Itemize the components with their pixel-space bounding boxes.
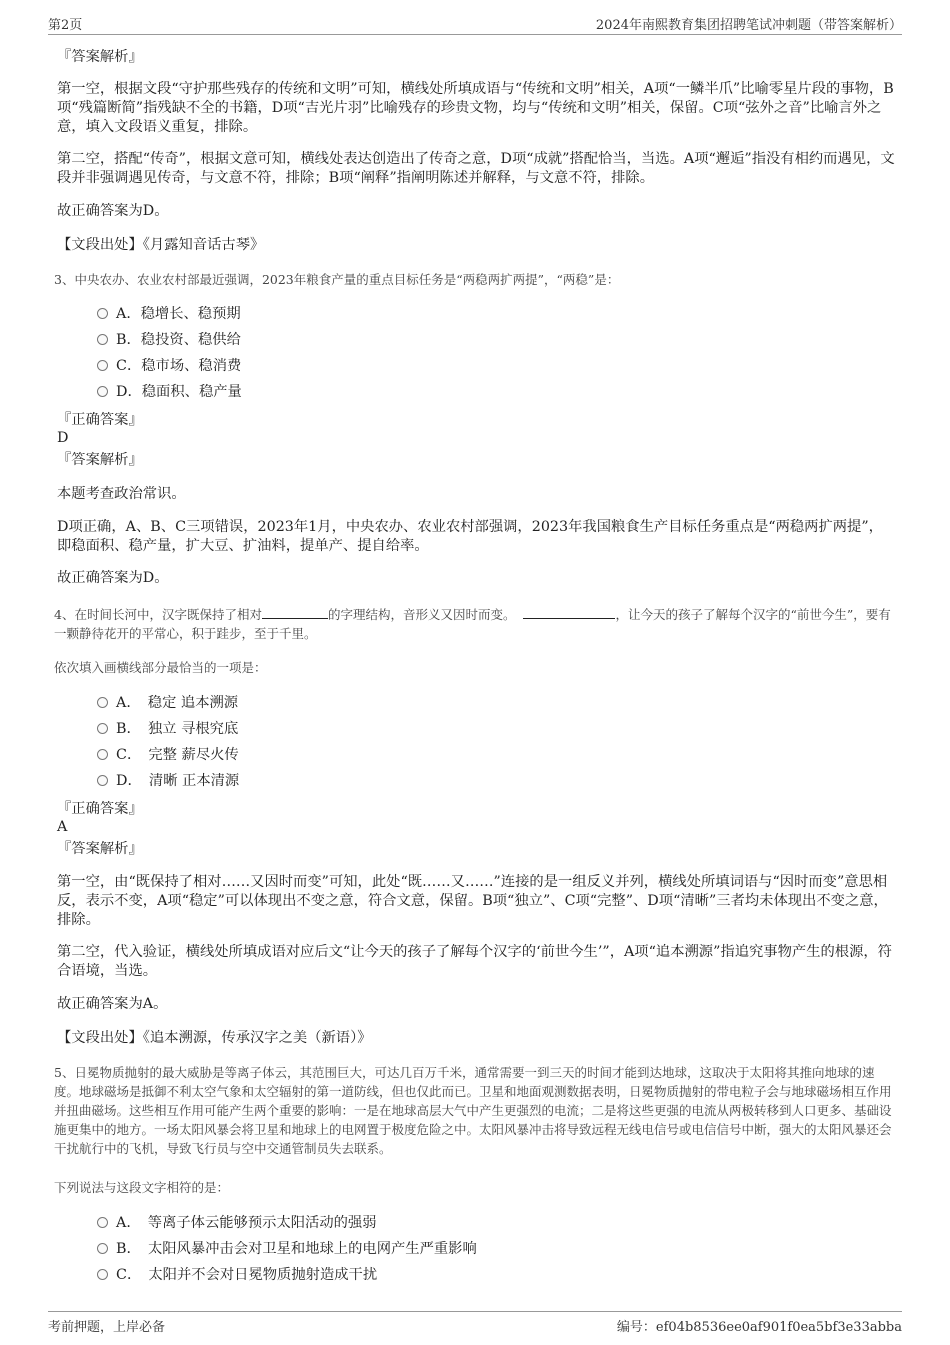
q4-analysis-p2: 第二空，代入验证，横线处所填成语对应后文“让今天的孩子了解每个汉字的‘前世今生’”，A项“追本溯源”指追究事物产生的根源，符合语境，当选。	[57, 944, 892, 979]
q2-conclusion: 故正确答案为D。	[57, 203, 169, 219]
q4-option-c[interactable]: C． 完整 薪尽火传	[97, 746, 239, 765]
q2-analysis-label: 『答案解析』	[57, 49, 143, 65]
radio-icon[interactable]	[97, 360, 108, 371]
blank-1	[262, 605, 328, 619]
radio-icon[interactable]	[97, 1243, 108, 1254]
document-code: 编号：ef04b8536ee0af901f0ea5bf3e33abba	[616, 1320, 902, 1335]
radio-icon[interactable]	[97, 723, 108, 734]
q3-answer: D	[57, 430, 69, 446]
q3-analysis-label: 『答案解析』	[57, 452, 143, 468]
q4-conclusion: 故正确答案为A。	[57, 996, 168, 1012]
radio-icon[interactable]	[97, 386, 108, 397]
radio-icon[interactable]	[97, 308, 108, 319]
radio-icon[interactable]	[97, 775, 108, 786]
q4-answer: A	[57, 819, 68, 835]
footer-slogan: 考前押题，上岸必备	[48, 1320, 166, 1335]
q2-source: 【文段出处】《月露知音话古琴》	[57, 237, 265, 253]
document-title: 2024年南熙教育集团招聘笔试冲刺题（带答案解析）	[595, 18, 902, 33]
page-number: 第2页	[48, 18, 83, 33]
q3-stem: 3、中央农办、农业农村部最近强调，2023年粮食产量的重点目标任务是“两稳两扩两提”，“两稳”是：	[54, 272, 620, 287]
q4-analysis-label: 『答案解析』	[57, 841, 143, 857]
radio-icon[interactable]	[97, 334, 108, 345]
q5-option-a[interactable]: A． 等离子体云能够预示太阳活动的强弱	[97, 1214, 377, 1233]
q2-analysis-p2: 第二空，搭配“传奇”，根据文意可知，横线处表达创造出了传奇之意，D项“成就”搭配恰当，当选。A项“邂逅”指没有相约而遇见，文段并非强调遇见传奇，与文意不符，排除；B项“阐释”指阐明陈述并解释，与文意不符，排除。	[57, 151, 895, 186]
q3-option-c[interactable]: C．稳市场、稳消费	[97, 357, 241, 376]
q4-answer-label: 『正确答案』	[57, 801, 143, 817]
q3-conclusion: 故正确答案为D。	[57, 570, 169, 586]
q3-option-b[interactable]: B．稳投资、稳供给	[97, 331, 241, 350]
q3-analysis-p1: 本题考查政治常识。	[57, 486, 186, 502]
page-header	[48, 12, 902, 35]
page-footer	[48, 1311, 902, 1336]
q5-stem: 5、日冕物质抛射的最大威胁是等离子体云，其范围巨大，可达几百万千米，通常需要一到三天的时间才能到达地球，这取决于太阳将其推向地球的速度。地球磁场是抵御不利太空气象和太空辐射的第一道防线，但也仅此而已。卫星和地面观测数据表明，日冕物质抛射的带电粒子会与地球磁场相互作用并扭曲磁场。这些相互作用可能产生两个重要的影响：一是在地球高层大气中产生更强烈的电流；二是将这些更强的电流从两极转移到人口更多、基础设施更集中的地方。一场太阳风暴会将卫星和地球上的电网置于极度危险之中。太阳风暴冲击将导致远程无线电信号或电信信号中断，强大的太阳风暴还会干扰航行中的飞机，导致飞行员与空中交通管制员失去联系。	[54, 1065, 892, 1156]
radio-icon[interactable]	[97, 1269, 108, 1280]
q4-option-d[interactable]: D． 清晰 正本清源	[97, 772, 239, 791]
q3-option-a[interactable]: A．稳增长、稳预期	[97, 305, 241, 324]
radio-icon[interactable]	[97, 1217, 108, 1228]
blank-2	[523, 605, 615, 619]
q3-option-d[interactable]: D．稳面积、稳产量	[97, 383, 242, 402]
q3-analysis-p2: D项正确，A、B、C三项错误，2023年1月，中央农办、农业农村部强调，2023年我国粮食生产目标任务重点是“两稳两扩两提”，即稳面积、稳产量，扩大豆、扩油料，提单产、提自给率。	[57, 519, 883, 554]
q5-option-b[interactable]: B． 太阳风暴冲击会对卫星和地球上的电网产生严重影响	[97, 1240, 477, 1259]
q4-analysis-p1: 第一空，由“既保持了相对……又因时而变”可知，此处“既……又……”连接的是一组反义并列，横线处所填词语与“因时而变”意思相反，表示不变，A项“稳定”可以体现出不变之意，符合文意，保留。B项“独立”、C项“完整”、D项“清晰”三者均未体现出不变之意，排除。	[57, 874, 888, 928]
q2-analysis-p1: 第一空，根据文段“守护那些残存的传统和文明”可知，横线处所填成语与“传统和文明”相关，A项“一鳞半爪”比喻零星片段的事物，B项“残篇断简”指残缺不全的书籍，D项“吉光片羽”比喻残存的珍贵文物，均与“传统和文明”相关，保留。C项“弦外之音”比喻言外之意，填入文段语义重复，排除。	[57, 81, 894, 135]
q3-answer-label: 『正确答案』	[57, 412, 143, 428]
q4-source: 【文段出处】《追本溯源，传承汉字之美（新语）》	[57, 1030, 372, 1046]
q5-prompt: 下列说法与这段文字相符的是：	[54, 1180, 230, 1195]
q4-option-a[interactable]: A． 稳定 追本溯源	[97, 694, 238, 713]
q5-option-c[interactable]: C． 太阳并不会对日冕物质抛射造成干扰	[97, 1266, 377, 1285]
q4-stem: 4、在时间长河中，汉字既保持了相对 的字理结构，音形义又因时而变。 ，让今天的孩子了解每个汉字的“前世今生”，要有一颗静待花开的平常心，积于跬步，至于千里。	[54, 607, 891, 641]
q4-prompt: 依次填入画横线部分最恰当的一项是：	[54, 660, 267, 675]
radio-icon[interactable]	[97, 749, 108, 760]
q4-option-b[interactable]: B． 独立 寻根究底	[97, 720, 238, 739]
radio-icon[interactable]	[97, 697, 108, 708]
